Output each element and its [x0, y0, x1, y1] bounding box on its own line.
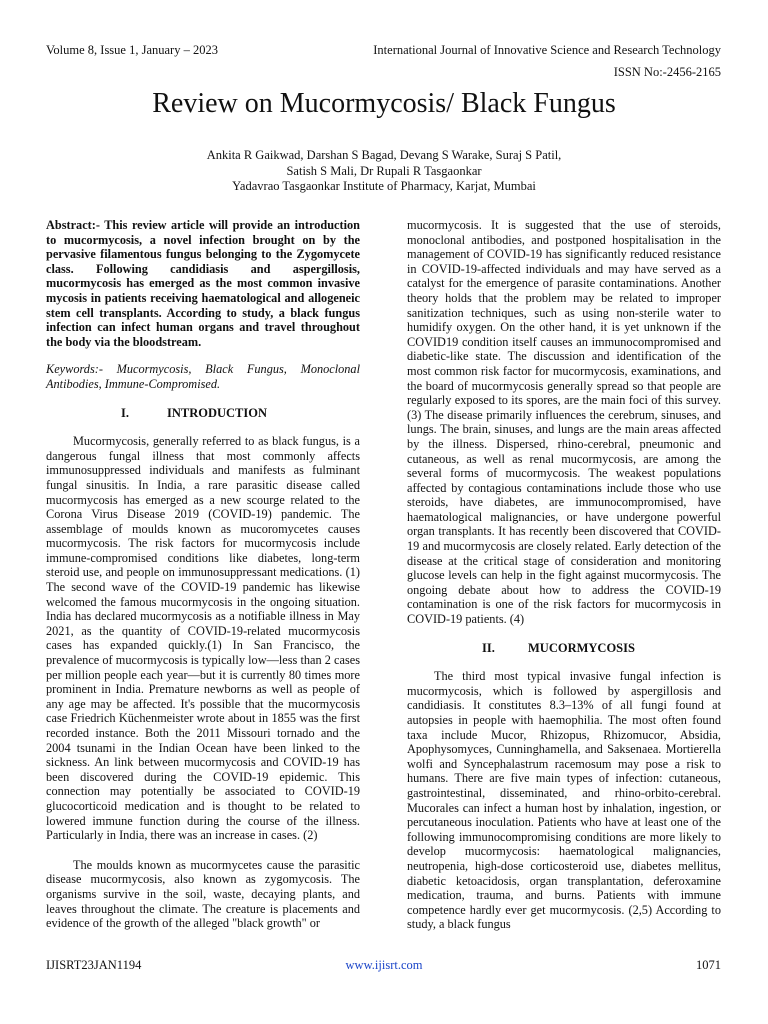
- mucormycosis-paragraph-1: The third most typical invasive fungal infection is mucormycosis, which is followed by aspergillosis and candidiasis. It constitutes 8.3–13% of all fungi found at autopsies in people with haemophilia. The most often found taxa include Mucor, Rhizopus, Rhizomucor, Absidia, Apophysomyces, Cunninghamella, and Saksenaea. Mortierella wolfi and Syncephalastrum racemosum may pose a risk to humans. There are five main types of infection: cutaneous, gastrointestinal, disseminated, and rhino-orbito-cerebral. Mucorales can infect a human host by inhalation, ingestion, or percutaneous inoculation. Patients who have at least one of the following immunocompromising conditions are more likely to develop mucormycosis: haematological malignancies, neutropenia, high-dose corticosteroid use, diabetes mellitus, diabetic ketoacidosis, organ transplantation, deferoxamine medication, trauma, and burns. Patients with immune competence hardly ever get mucormycosis. (2,5) According to study, a black fungus: [407, 669, 721, 932]
- section-number: I.: [121, 405, 129, 420]
- left-column: [46, 218, 360, 931]
- author-block: [0, 148, 768, 195]
- page-number: 1071: [696, 958, 721, 972]
- intro-paragraph-2: The moulds known as mucormycetes cause the parasitic disease mucormycosis, also known as zygomycosis. The organisms survive in the soil, waste, decaying plants, and leaves throughout the climate. The creature is placements and evidence of the growth of the alleged "black growth" or: [46, 857, 360, 931]
- intro-paragraph-3: mucormycosis. It is suggested that the use of steroids, monoclonal antibodies, and postponed hospitalisation in the management of COVID-19 has significantly reduced resistance in COVID-19-affected individuals and may have served as a catalyst for the emergence of parasite contaminations. Another theory holds that the problem may be related to improper sanitization techniques, such as using non-sterile water to humidify oxygen. On the other hand, it is yet unknown if the COVID19 condition itself causes an immunocompromised and diabetic-like state. The discussion and identification of the most common risk factor for mucormycosis, examinations, and the board of mucormycosis generally spread so that people are regularly exposed to its spores, are the main foci of this survey. (3) The disease primarily influences the cerebrum, sinuses, and lungs. The brain, sinuses, and lungs are the main areas affected by the illness. Dispersed, rhino-cerebral, pneumonic and cutaneous, as well as renal mucormycosis, are among the several forms of mucormycosis. The weakest populations affected by contagious contaminations include those who use steroids, have diabetes, are immunocompromised, have haematological malignancies, or have undergone powerful organ transplants. It has recently been discovered that COVID-19 and mucormycosis are closely related. Early detection of the disease at the critical stage of consideration and monitoring glucose levels can help in the fight against mucormycosis. The ongoing debate about how to address the COVID-19 contamination is one of the risk factors for mucormycosis in COVID-19 patients. (4): [407, 218, 721, 627]
- section-title: INTRODUCTION: [167, 405, 268, 420]
- authors-line-2: Satish S Mali, Dr Rupali R Tasgaonkar: [286, 163, 482, 178]
- keywords: Keywords:- Mucormycosis, Black Fungus, Monoclonal Antibodies, Immune-Compromised.: [46, 362, 360, 391]
- footer-website-link[interactable]: www.ijisrt.com: [345, 958, 423, 972]
- section-heading-mucormycosis: [407, 641, 721, 656]
- paper-title: Review on Mucormycosis/ Black Fungus: [152, 88, 616, 119]
- intro-paragraph-1: Mucormycosis, generally referred to as black fungus, is a dangerous fungal illness that most commonly affects immunosuppressed individuals and manifests as fulminant fungal sinusitis. In India, a rare parasitic disease called mucormycosis has emerged as a new scourge related to the Corona Virus Disease 2019 (COVID-19) pandemic. The assemblage of moulds known as mucoromycetes causes mucormycosis. The risk factors for mucormycosis include immune-compromised conditions like diabetes, long-term steroid use, and people on immunosuppressant medications. (1) The second wave of the COVID-19 pandemic has likewise welcomed the famous mucormycosis in the ongoing situation. India has declared mucormycosis as a notifiable illness in May 2021, as the quantity of COVID-19-related mucormycosis cases has expanded quickly.(1) In San Francisco, the prevalence of mucormycosis is typically low—less than 2 cases per million people each year—but it is currently 80 times more prominent in India. Premature newborns as well as people of any age may be affected. It's possible that the mucormycosis case Friedrich Küchenmeister wrote about in 1855 was the first recorded instance. Both the 2011 Missouri tornado and the 2004 tsunami in the Indian Ocean have been linked to the sickness. An link between mucormycosis and COVID-19 has been discovered during the COVID-19 epidemic. This connection may potentially be associated to COVID-19 glucocorticoid medication and is thought to be related to lowered immune function during the course of the illness. Particularly in India, there was an increase in cases. (2): [46, 434, 360, 843]
- journal-name: International Journal of Innovative Science and Research Technology: [373, 43, 721, 57]
- authors-line-1: Ankita R Gaikwad, Darshan S Bagad, Devang S Warake, Suraj S Patil,: [206, 148, 562, 162]
- section-number: II.: [482, 640, 495, 655]
- abstract: Abstract:- This review article will provide an introduction to mucormycosis, a novel infection brought on by the pervasive filamentous fungus belonging to the Zygomycete class. Following candidiasis and aspergillosis, mucormycosis has emerged as the most common invasive mycosis in patients receiving haematological and allogeneic stem cell transplants. According to study, a black fungus infection can infect human organs and travel throughout the body via the bloodstream.: [46, 218, 360, 349]
- affiliation: Yadavrao Tasgaonkar Institute of Pharmacy, Karjat, Mumbai: [232, 179, 536, 193]
- footer-code: IJISRT23JAN1194: [46, 958, 142, 972]
- issn: ISSN No:-2456-2165: [613, 65, 721, 79]
- volume-info: Volume 8, Issue 1, January – 2023: [46, 43, 218, 57]
- section-heading-introduction: [46, 406, 360, 421]
- section-title: MUCORMYCOSIS: [528, 640, 635, 655]
- right-column: [407, 218, 721, 932]
